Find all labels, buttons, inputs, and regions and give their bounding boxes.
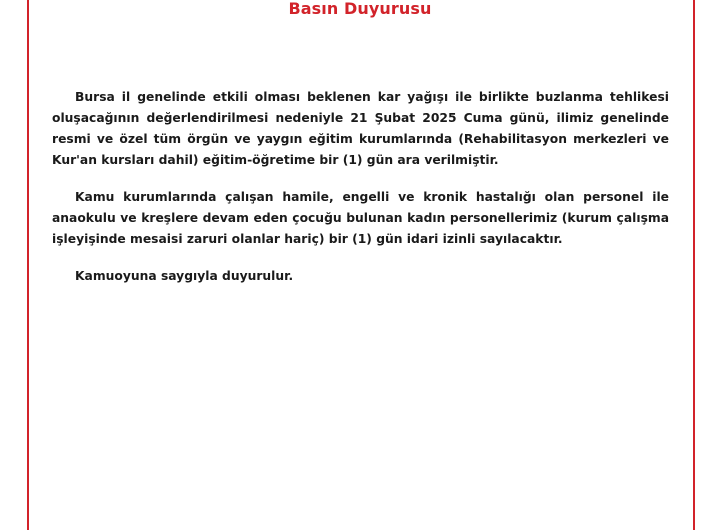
paragraph-closing: Kamuoyuna saygıyla duyurulur. xyxy=(75,269,294,283)
left-border-line xyxy=(27,0,29,530)
paragraph-school-closure: Bursa il genelinde etkili olması beklenen kar yağışı ile birlikte buzlanma tehlikesi oluşacağının değerlendirilmesi nedeniyle 21 Şubat 2025 Cuma günü, ilimiz genelinde resmi ve özel tüm örgün ve yaygın eğitim kurumlarında (Rehabilitasyon merkezleri ve Kur'an kursları dahil) eğitim-öğretime bir (1) gün ara verilmiştir. xyxy=(52,90,669,167)
paragraph-staff-leave: Kamu kurumlarında çalışan hamile, engelli ve kronik hastalığı olan personel ile anaokulu ve kreşlere devam eden çocuğu bulunan kadın personellerimiz (kurum çalışma işleyişinde mesaisi zaruri olanlar hariç) bir (1) gün idari izinli sayılacaktır. xyxy=(52,190,669,246)
document-title: Basın Duyurusu xyxy=(288,0,432,18)
paragraph-spacer xyxy=(52,171,669,187)
document-body xyxy=(52,87,669,287)
paragraph-spacer xyxy=(52,250,669,266)
right-border-line xyxy=(693,0,695,530)
